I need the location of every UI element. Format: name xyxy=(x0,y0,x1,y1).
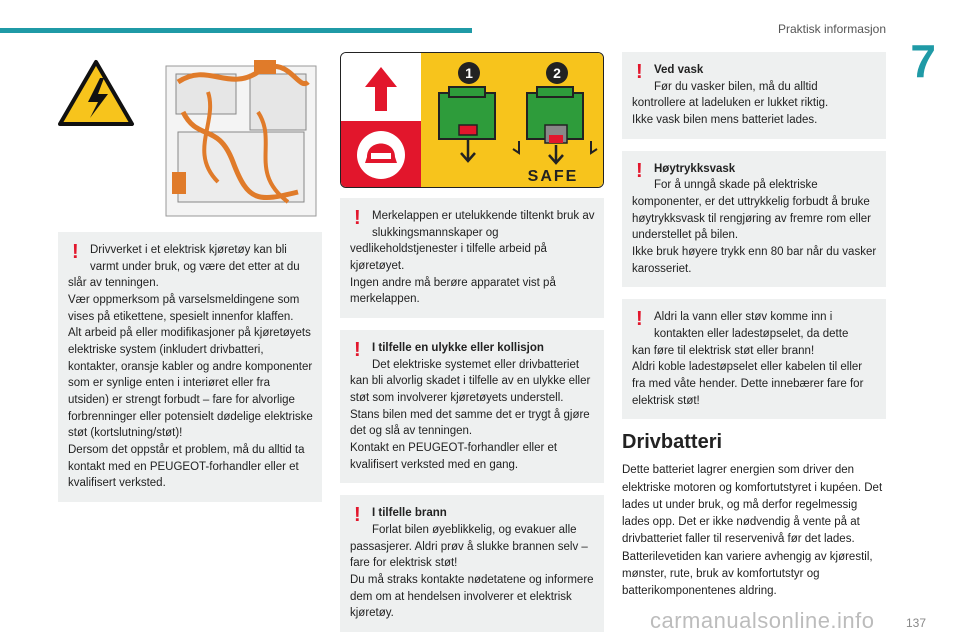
svg-text:2: 2 xyxy=(553,65,561,81)
note-indent-line: Det elektriske systemet eller drivbatteriet xyxy=(372,358,580,371)
page-number: 137 xyxy=(905,616,926,630)
number-badge-2 xyxy=(546,62,568,84)
chapter-number: 7 xyxy=(910,35,936,87)
note-indent-line: For å unngå skade på elektriske xyxy=(654,179,818,192)
note-first-line: Drivverket i et elektrisk kjøretøy kan bli varmt under bruk, og være det etter at du xyxy=(90,244,300,273)
note-text: kontrollere at ladeluken er lukket riktig. Ikke vask bilen mens batteriet lades. xyxy=(632,97,829,127)
note-title: I tilfelle en ulykke eller kollisjon xyxy=(372,342,544,355)
warning-note-accident xyxy=(340,330,604,483)
high-voltage-illustration xyxy=(58,52,322,222)
note-indent-line: Før du vasker bilen, må du alltid xyxy=(654,80,818,93)
firefighter-helmet-icon xyxy=(357,131,405,179)
column-3 xyxy=(622,52,886,600)
svg-text:1: 1 xyxy=(465,65,473,81)
warning-note-pressure-wash xyxy=(622,151,886,288)
note-first-line: Aldri la vann eller støv komme inn i kontakten eller ladestøpselet, da dette xyxy=(654,311,849,341)
warning-exclamation-icon: ! xyxy=(354,207,361,229)
note-first-line: Merkelappen er utelukkende tiltenkt bruk av slukkingsmannskaper og xyxy=(372,210,595,239)
warning-exclamation-icon: ! xyxy=(354,504,361,527)
column-1 xyxy=(58,52,322,514)
header-accent-bar xyxy=(0,28,472,33)
section-title-drive-battery: Drivbatteri xyxy=(622,431,723,454)
note-title: I tilfelle brann xyxy=(372,507,447,520)
warning-note-fire xyxy=(340,495,604,632)
note-indent-line: Forlat bilen øyeblikkelig, og evakuer alle xyxy=(372,524,577,537)
warning-exclamation-icon: ! xyxy=(636,159,643,182)
warning-note-washing xyxy=(622,52,886,139)
warning-exclamation-icon: ! xyxy=(636,61,643,83)
warning-note-label-usage xyxy=(340,198,604,318)
note-text: kan bli alvorlig skadet i tilfelle av en ulykke eller støt som involverer kjøretøyets understell. Stans bilen med det samme det er trygt å gjøre det og slå av tenningen. Kontakt en PEUGEOT-forhandler eller et kvalifisert verksted med en gang. xyxy=(350,375,591,471)
number-badge-1 xyxy=(458,62,480,84)
safe-label-text: SAFE xyxy=(527,168,579,185)
header-section-title: Praktisk informasjon xyxy=(777,22,886,36)
warning-exclamation-icon: ! xyxy=(72,241,79,263)
firefighter-safe-label-illustration xyxy=(340,52,604,188)
note-title: Høytrykksvask xyxy=(654,162,736,175)
note-text: kan føre til elektrisk støt eller brann! Aldri koble ladestøpselet eller kabelen til eller fra med våte hender. Dette innebærer fare for elektrisk støt! xyxy=(632,344,864,407)
note-text: passasjerer. Aldri prøv å slukke brannen selv – fare for elektrisk støt! Du må straks kontakte nødetatene og informere dem om at hendelsen involverer et elektrisk kjøretøy. xyxy=(350,540,594,620)
warning-exclamation-icon: ! xyxy=(636,308,643,331)
column-2 xyxy=(340,52,604,640)
warning-exclamation-icon: ! xyxy=(354,339,361,362)
drive-battery-body-text: Dette batteriet lagrer energien som driver den elektriske motoren og komfortutstyret i kupéen. Det lades ut under bruk, og må derfor regelmessig lades opp. Det er ikke nødvendig å vente på at drivbatteriet faller til reservenivå før det lades. Batterilevetiden kan variere avhengig av kjørestil, mønster, rute, bruk av komfortutstyr og batterikomponentenes aldring. xyxy=(622,464,883,598)
note-text: slår av tenningen. Vær oppmerksom på varselsmeldingene som vises på etikettene, spesielt innenfor klaffen. Alt arbeid på eller modifikasjoner på kjøretøyets elektriske system (inkludert drivbatteri, kontakter, oransje kabler og andre komponenter som er synlige enten i interiøret eller fra utsiden) er strengt forbudt – fare for alvorlige forbrenninger eller potensielt dødelige elektriske støt (kortslutning/støt)! Dersom det oppstår et problem, må du alltid ta kontakt med en PEUGEOT-forhandler eller et kvalifisert verksted. xyxy=(68,277,313,490)
high-voltage-warning-icon xyxy=(60,62,132,124)
footer-watermark: carmanualsonline.info xyxy=(650,608,875,633)
warning-note-water-dust xyxy=(622,299,886,419)
battery-component-drawing xyxy=(166,60,316,216)
note-title: Ved vask xyxy=(654,64,704,76)
warning-note-drivetrain xyxy=(58,232,322,502)
note-text: vedlikeholdstjenester i tilfelle arbeid på kjøretøyet. Ingen andre må berøre apparatet vist på merkelappen. xyxy=(350,243,556,306)
note-text: komponenter, er det uttrykkelig forbudt å bruke høytrykksvask til rengjøring av fremre rom eller understellet på bilen. Ikke bruk høyere trykk enn 80 bar når du vasker karosseriet. xyxy=(632,196,877,275)
